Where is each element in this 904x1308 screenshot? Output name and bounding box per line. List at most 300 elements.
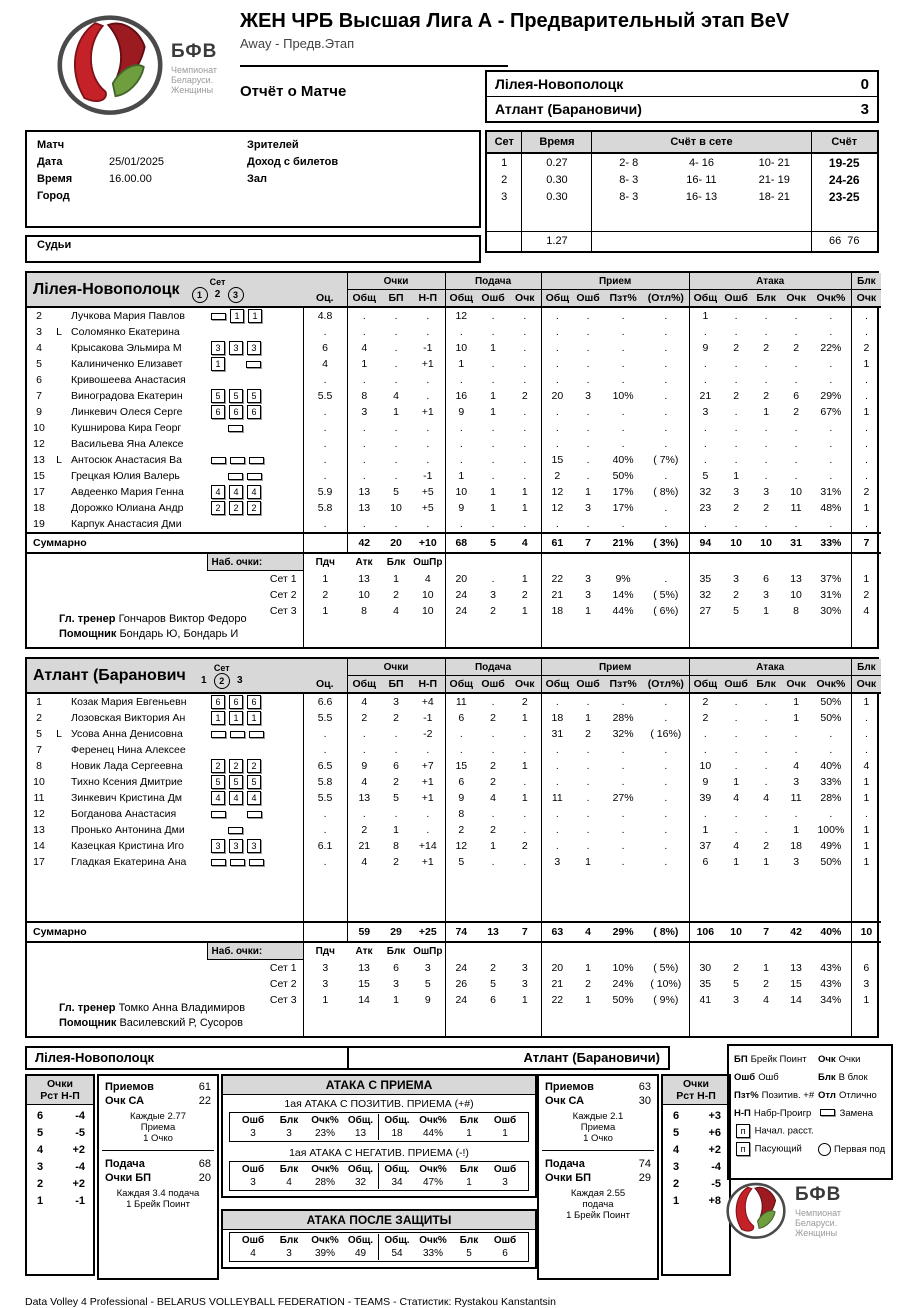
stat-cell: .	[411, 388, 445, 404]
stat-cell: 3	[585, 589, 591, 601]
player-name: Крысакова Эльмира М	[71, 342, 182, 354]
title-divider	[240, 65, 508, 67]
stat-col-header: Пзт%	[603, 290, 643, 308]
stat-col-header: Общ	[445, 290, 477, 308]
substitution-bar-icon	[228, 425, 243, 432]
stat-cell: 21%	[603, 533, 643, 552]
player-number: 18	[33, 502, 45, 514]
stat-cell: .	[764, 518, 768, 530]
set-mark-circled: 2	[214, 673, 230, 689]
stat-cell: ( 8%)	[643, 484, 689, 500]
stat-cell: .	[303, 372, 347, 388]
stat-cell: .	[734, 712, 738, 724]
stat-cell: .	[362, 326, 366, 338]
stat-cell: .	[555, 374, 559, 386]
stat-col-header: Общ	[347, 676, 381, 694]
stat-cell: .	[303, 468, 347, 484]
rotation-row: 2 +2	[37, 1178, 85, 1190]
player-name: Карпук Анастасия Дми	[71, 518, 182, 530]
match-info-item: Зал	[247, 172, 267, 185]
stat-cell: .	[362, 422, 366, 434]
stat-cell: 1	[322, 605, 329, 617]
stat-cell: 3	[585, 390, 591, 402]
stat-cell: .	[411, 307, 445, 324]
stat-cell: .	[555, 760, 559, 772]
stat-col-header: Пзт%	[603, 676, 643, 694]
stat-col-header: Ошб	[721, 290, 751, 308]
legend-item	[818, 1108, 886, 1119]
stat-cell: 10%	[612, 961, 634, 974]
nab-col-header: Пдч	[315, 556, 335, 568]
stat-cell: 50%	[811, 710, 851, 726]
player-name: Антосюк Анастасия Ва	[71, 454, 182, 466]
stat-cell: +1	[411, 356, 445, 372]
libero-flag	[51, 388, 67, 404]
match-info-row	[25, 130, 879, 263]
stat-cell: 40%	[811, 758, 851, 774]
assistant-label: Помощник	[59, 1017, 117, 1029]
stat-cell: 2	[554, 470, 561, 482]
stat-cell: .	[643, 307, 689, 324]
stat-cell: .	[621, 776, 625, 788]
player-name: Дорожко Юлиана Андр	[71, 502, 184, 514]
stat-cell: .	[734, 422, 738, 434]
stat-cell: 7	[509, 922, 541, 941]
stat-cell: 4.8	[303, 307, 347, 324]
player-name: Ференец Нина Алексее	[71, 744, 186, 756]
attack-value: 34	[391, 1177, 403, 1188]
start-position-box: 3	[211, 341, 225, 355]
stat-cell: 40%	[612, 454, 634, 466]
player-set-marks	[207, 710, 303, 726]
stat-cell: 1	[863, 406, 870, 418]
stat-cell: .	[459, 744, 463, 756]
rotation-row: 5 +6	[673, 1127, 721, 1139]
stat-cell: 1	[322, 572, 329, 585]
stat-cell: 9	[411, 992, 445, 1008]
stat-cell: +5	[411, 500, 445, 516]
attack-col-header: Общ.	[343, 1163, 379, 1176]
start-position-box: 3	[211, 839, 225, 853]
stat-cell: .	[794, 358, 798, 370]
summary-row	[27, 922, 881, 941]
legend-def: Первая под	[834, 1143, 886, 1155]
stat-cell: 59	[347, 922, 381, 941]
stat-cell: 3	[554, 856, 561, 868]
legend-def: Пасующий	[754, 1143, 802, 1155]
attack-col-header: Блк	[279, 1115, 299, 1126]
attack-value: 3	[250, 1128, 256, 1139]
set-number: 1	[501, 156, 508, 169]
stat-cell: 1	[585, 961, 591, 974]
stat-col-header: (Отл%)	[643, 290, 689, 308]
stat-cell: .	[643, 420, 689, 436]
stat-cell: 6	[863, 961, 870, 974]
setter-box-icon: п	[736, 1142, 750, 1156]
stat-cell: 1	[733, 856, 740, 868]
stat-cell: 1	[793, 824, 800, 836]
stat-cell: 26	[455, 978, 468, 990]
stat-cell: -2	[411, 726, 445, 742]
stat-col-header: БП	[381, 290, 411, 308]
stat-cell: .	[794, 310, 798, 322]
stat-col-header: Очк	[851, 676, 881, 694]
stat-cell: 2	[763, 840, 770, 852]
stat-cell: .	[303, 726, 347, 742]
stat-cell: 1	[763, 605, 769, 617]
start-position-box: 4	[211, 791, 225, 805]
legend-def: Ошб	[758, 1071, 779, 1083]
stat-cell: .	[621, 840, 625, 852]
stat-cell: .	[362, 728, 366, 740]
stat-cell: 3	[702, 406, 709, 418]
set-row	[486, 188, 878, 205]
player-row	[27, 356, 881, 372]
legend-item	[734, 1108, 818, 1119]
player-set-marks	[207, 500, 303, 516]
libero-flag	[51, 758, 67, 774]
stat-cell: .	[555, 744, 559, 756]
stat-cell: 68	[445, 533, 477, 552]
player-row	[27, 726, 881, 742]
stat-cell: 4	[763, 792, 770, 804]
stat-cell: .	[621, 406, 625, 418]
stat-cell: 31	[551, 728, 564, 740]
stat-cell: 1	[702, 310, 709, 322]
player-number: 12	[33, 438, 45, 450]
stat-cell: 12	[455, 840, 468, 852]
stat-cell: 7	[851, 533, 881, 552]
player-set-marks	[207, 822, 303, 838]
stat-cell: 41	[699, 994, 712, 1006]
stat-cell: .	[703, 422, 707, 434]
stat-cell: .	[586, 696, 590, 708]
attack-col-header: Ошб	[493, 1115, 517, 1126]
federation-logo-icon	[725, 1182, 787, 1240]
stat-cell: 1	[393, 572, 399, 585]
stat-cell: 100%	[811, 822, 851, 838]
stat-cell: .	[811, 307, 851, 324]
player-name: Грецкая Юлия Валерь	[71, 470, 180, 482]
substitution-bar-icon	[249, 731, 264, 738]
stat-cell: 22	[551, 994, 564, 1006]
stat-cell: 3	[490, 589, 496, 601]
match-info-item: Доход с билетов	[247, 155, 339, 168]
stat-cell: .	[621, 342, 625, 354]
player-row	[27, 790, 881, 806]
stat-cell: .	[811, 806, 851, 822]
stat-cell: .	[509, 742, 541, 758]
stat-cell: 22%	[811, 340, 851, 356]
stat-col-header: Оц.	[303, 676, 347, 694]
stat-cell: .	[734, 808, 738, 820]
stat-cell: .	[509, 468, 541, 484]
stat-group-header	[303, 659, 347, 676]
libero-flag	[51, 693, 67, 710]
player-number: 1	[36, 696, 42, 708]
stat-cell: .	[555, 438, 559, 450]
team-name: Атлант (Баранович	[33, 666, 186, 684]
federation-logo-icon	[55, 14, 165, 121]
stat-col-header: БП	[381, 676, 411, 694]
stat-group-header: Атака	[689, 273, 851, 290]
player-set-marks	[207, 372, 303, 388]
stat-col-header: Очк	[851, 290, 881, 308]
stat-cell: 2	[863, 342, 870, 354]
stat-cell: .	[303, 854, 347, 870]
legend-term: Блк	[818, 1071, 836, 1083]
stat-cell: .	[586, 824, 590, 836]
footer-text: Data Volley 4 Professional - BELARUS VOLLEYBALL FEDERATION - TEAMS - Статистик: Rystakou Kanstantsin	[25, 1296, 556, 1308]
stat-cell: 4	[361, 342, 368, 354]
stat-cell: 1	[458, 358, 465, 370]
set-stats-row	[27, 960, 881, 977]
player-set-marks	[207, 356, 303, 372]
start-position-box: 5	[211, 775, 225, 789]
stat-col-header: Ошб	[573, 290, 603, 308]
stat-cell: .	[864, 326, 868, 338]
stat-cell: 8	[361, 605, 367, 617]
federation-line: Чемпионат	[171, 64, 217, 75]
stat-cell: 1	[763, 961, 769, 974]
legend-term: Пзт%	[734, 1089, 759, 1101]
stat-cell: 1	[490, 406, 496, 418]
stat-cell: .	[811, 356, 851, 372]
libero-flag	[51, 307, 67, 324]
legend-item	[734, 1124, 818, 1138]
stat-group-header: Очки	[347, 659, 445, 676]
stat-cell: 4	[490, 792, 496, 804]
scorebox-team-name: Лілея-Новополоцк	[495, 76, 624, 92]
stat-cell: 42	[347, 533, 381, 552]
stat-cell: 1	[509, 758, 541, 774]
sideout-points-value: 30	[638, 1095, 651, 1107]
stat-cell: .	[643, 436, 689, 452]
stat-cell: 4	[361, 696, 368, 708]
stat-cell: .	[555, 358, 559, 370]
breakpoints-value: 29	[638, 1172, 651, 1184]
stat-cell: 1	[490, 342, 496, 354]
player-set-marks	[207, 324, 303, 340]
stat-cell: 2	[393, 712, 399, 724]
substitution-bar-icon	[230, 457, 245, 464]
player-set-marks	[207, 742, 303, 758]
stat-cell: 5.8	[303, 774, 347, 790]
stat-cell: 1	[763, 406, 770, 418]
stat-cell: .	[643, 742, 689, 758]
stat-cell: 4	[573, 922, 603, 941]
stat-cell: ( 8%)	[643, 922, 689, 941]
stat-cell: +5	[411, 484, 445, 500]
stat-cell: .	[643, 388, 689, 404]
stat-cell: 4	[863, 605, 870, 617]
player-row	[27, 372, 881, 388]
player-number: 7	[36, 744, 42, 756]
stat-cell: .	[643, 758, 689, 774]
stat-group-header: Блк	[851, 659, 881, 676]
stat-cell: .	[764, 744, 768, 756]
stat-cell: 10	[411, 603, 445, 619]
match-info-box	[25, 130, 481, 228]
player-set-marks	[207, 726, 303, 742]
stat-cell: 14	[790, 994, 802, 1006]
set-stats-row	[27, 587, 881, 603]
stat-cell: 5	[490, 978, 496, 990]
player-number: 12	[33, 808, 45, 820]
stat-cell: 3	[393, 978, 399, 990]
stat-cell: .	[555, 518, 559, 530]
stat-cell: 2	[509, 388, 541, 404]
set-partial: 10- 21	[758, 156, 790, 169]
substitution-bar-icon	[230, 731, 245, 738]
scorebox-row	[487, 96, 877, 121]
stat-cell: .	[734, 728, 738, 740]
stat-cell: .	[586, 438, 590, 450]
stat-cell: .	[621, 824, 625, 836]
stat-cell: .	[643, 356, 689, 372]
stat-cell: .	[734, 696, 738, 708]
player-name: Линкевич Олеся Серге	[71, 406, 183, 418]
attack-value: 1	[466, 1128, 472, 1139]
stat-cell: .	[764, 728, 768, 740]
stat-col-header: Н-П	[411, 290, 445, 308]
set-row-label: Сет 3	[207, 992, 303, 1008]
stat-cell: 29%	[811, 388, 851, 404]
stat-cell: 10	[455, 486, 468, 498]
stat-cell: .	[411, 420, 445, 436]
rotation-row: 1 -1	[37, 1195, 85, 1207]
stat-cell: 21	[358, 840, 371, 852]
stat-cell: .	[394, 326, 398, 338]
attack-col-header: Очк%	[419, 1115, 447, 1126]
set-partial: 2- 8	[592, 153, 665, 171]
rotation-row: 3 -4	[673, 1161, 721, 1173]
stat-cell: 39	[699, 792, 712, 804]
player-name: Усова Анна Денисовна	[71, 728, 183, 740]
attack-value: 3	[502, 1177, 508, 1188]
referees-box	[25, 235, 481, 263]
stat-cell: 2	[458, 824, 465, 836]
col-score: Счёт	[811, 131, 878, 153]
stat-col-header: Общ	[689, 290, 721, 308]
stat-cell: 9	[458, 502, 465, 514]
player-row	[27, 404, 881, 420]
stat-cell: .	[362, 808, 366, 820]
stat-cell: .	[864, 744, 868, 756]
substitution-bar-icon	[211, 811, 226, 818]
stat-cell: 2	[490, 712, 496, 724]
stat-cell: 4	[509, 533, 541, 552]
stat-cell: ( 9%)	[643, 992, 689, 1008]
stat-cell: 3	[585, 502, 591, 514]
start-position-box: 5	[211, 389, 225, 403]
player-row	[27, 822, 881, 838]
set-partial: 8- 3	[592, 171, 665, 188]
stat-cell: 2	[490, 824, 496, 836]
stat-cell: .	[555, 696, 559, 708]
start-position-box: 5	[247, 389, 261, 403]
rotation-row: 6 -4	[37, 1110, 85, 1122]
start-position-box: 3	[229, 839, 243, 853]
stat-cell: .	[303, 806, 347, 822]
stat-cell: 13	[358, 961, 370, 974]
stat-cell: 9%	[615, 572, 631, 585]
stat-cell: 5.8	[303, 500, 347, 516]
player-row	[27, 838, 881, 854]
set-partial: 16- 11	[686, 173, 717, 186]
stat-cell: 2	[490, 776, 496, 788]
stat-cell: 32	[699, 486, 712, 498]
attack-value: 33%	[422, 1248, 443, 1259]
stat-cell: 3	[411, 960, 445, 977]
report-header	[25, 6, 879, 124]
stat-cell: 28%	[612, 712, 634, 724]
col-partials: Счёт в сете	[592, 131, 811, 153]
stat-cell: .	[491, 438, 495, 450]
set-partial: 8- 3	[592, 188, 665, 205]
player-row	[27, 854, 881, 870]
player-name: Гладкая Екатерина Ана	[71, 856, 187, 868]
stat-cell: 10	[699, 760, 712, 772]
start-position-box: 6	[247, 695, 261, 709]
stat-cell: .	[303, 516, 347, 533]
stat-cell: 49%	[811, 838, 851, 854]
federation-lines	[171, 65, 217, 95]
player-set-marks	[207, 516, 303, 533]
player-number: 19	[33, 518, 45, 530]
stat-cell: 3	[509, 976, 541, 992]
stat-cell: .	[586, 422, 590, 434]
stat-cell: .	[811, 516, 851, 533]
legend-term: Ошб	[734, 1071, 756, 1083]
attack-value: 23%	[314, 1128, 335, 1139]
start-position-box: 1	[211, 711, 225, 725]
stat-cell: 17%	[612, 502, 634, 514]
player-number: 3	[36, 326, 42, 338]
stat-cell: 1	[863, 856, 870, 868]
stat-cell: .	[303, 404, 347, 420]
team-stats-table: Лілея-Новополоцк Сет 1 2 3 Очки Подача Прием Атака Блк Оц. Общ БП Н-П Общ Ошб Очк Общ Ошб Пзт% (Отл%) Общ Ошб Блк Очк Очк% Очк 2 Лучкова Мария Павлов 1 1 4.8 . . . 12 . . . . . . 1 . . . . . 3 L Соломянко Екатерина . . . . . . . . . . . . . . . . . 4 Крысакова Эльмира М 3 3 3 6 4 . -1 10 1 . . . . . 9 2 2 2 22% 2 5 Калиниченко Елизавет 1 4 1 . +1 1 . . . . . . . . . . . 1 6 Кривошеева Анастасия . . . . . . . . . . . . . . . . . 7 Виноградова Екатерин 5 5 5 5.5 8 4 . 16 1 2 20 3 10% . 21 2 2 6 29% . 9 Линкевич Олеся Серге 6 6 6 . 3 1 +1 9 1 . . . . . 3 . 1 2 67% 1 10 Кушнирова Кира Георг . . . . . . . . . . . . . . . . . 12 Васильева Яна Алексе . . . . . . . . . . . . . . . . . 13 L Антосюк Анастасия Ва . . . . . . . 15 . 40% ( 7%) . . . . . . 15 Грецкая Юлия Валерь . . . -1 1 . . 2 . 50% . 5 1 . . . . 17 Авдеенко Мария Генна 4 4 4 5.9 13 5 +5 10 1 1 12 1 17% ( 8%) 32 3 3 10 31% 2 18 Дорожко Юлиана Андр 2 2 2 5.8 13 10 +5 9 1 1 12 3 17% . 23 2 2 11 48% 1 19 Карпук Анастасия Дми . . . . . . . . . . . . . . . . . Суммарно 42 20 +10 68 5 4 61 7 21% ( 3%) 94 10 10 31 33% 7 Наб. очки: Пдч Атк Блк ОшПр Сет 1 1 13 1 4 20 . 1 22 3 9% . 35 3 6 13 37% 1 Сет 2 2 10 2 10 24 3 2 21 3 14% ( 5%) 32 2 3 10 31% 2 Сет 3 1 8 4 10 24 2 1 18 1 44% ( 6%) 27 5 1 8 30% 4 Гл. тренер Гончаров Виктор Федоро Помощник Бондарь Ю, Бондарь И	[25, 271, 879, 649]
player-row	[27, 484, 881, 500]
stat-cell: .	[734, 760, 738, 772]
player-name: Богданова Анастасия	[71, 808, 177, 820]
libero-flag	[51, 822, 67, 838]
stat-cell: 40%	[811, 922, 851, 941]
stat-col-header: Очк	[781, 290, 811, 308]
stat-cell: .	[459, 326, 463, 338]
stat-cell: .	[509, 452, 541, 468]
stat-cell: .	[586, 808, 590, 820]
set-row-label: Сет 3	[207, 603, 303, 619]
stat-cell: .	[459, 728, 463, 740]
attack-box1-title: АТАКА С ПРИЕМА	[223, 1076, 535, 1095]
stat-cell: 15	[790, 978, 802, 990]
stat-cell: 61	[541, 533, 573, 552]
coach-label: Гл. тренер	[59, 613, 116, 625]
assistant-label: Помощник	[59, 628, 117, 640]
stat-cell: .	[491, 422, 495, 434]
player-number: 6	[36, 374, 42, 386]
player-set-marks	[207, 404, 303, 420]
player-name: Лозовская Виктория Ан	[71, 712, 186, 724]
stat-cell: 2	[509, 587, 541, 603]
stat-cell: 1	[863, 824, 870, 836]
stat-cell: .	[586, 342, 590, 354]
player-number: 2	[36, 712, 42, 724]
stat-cell: 1	[393, 994, 399, 1006]
stat-cell: .	[555, 824, 559, 836]
stat-cell: 5	[393, 792, 399, 804]
